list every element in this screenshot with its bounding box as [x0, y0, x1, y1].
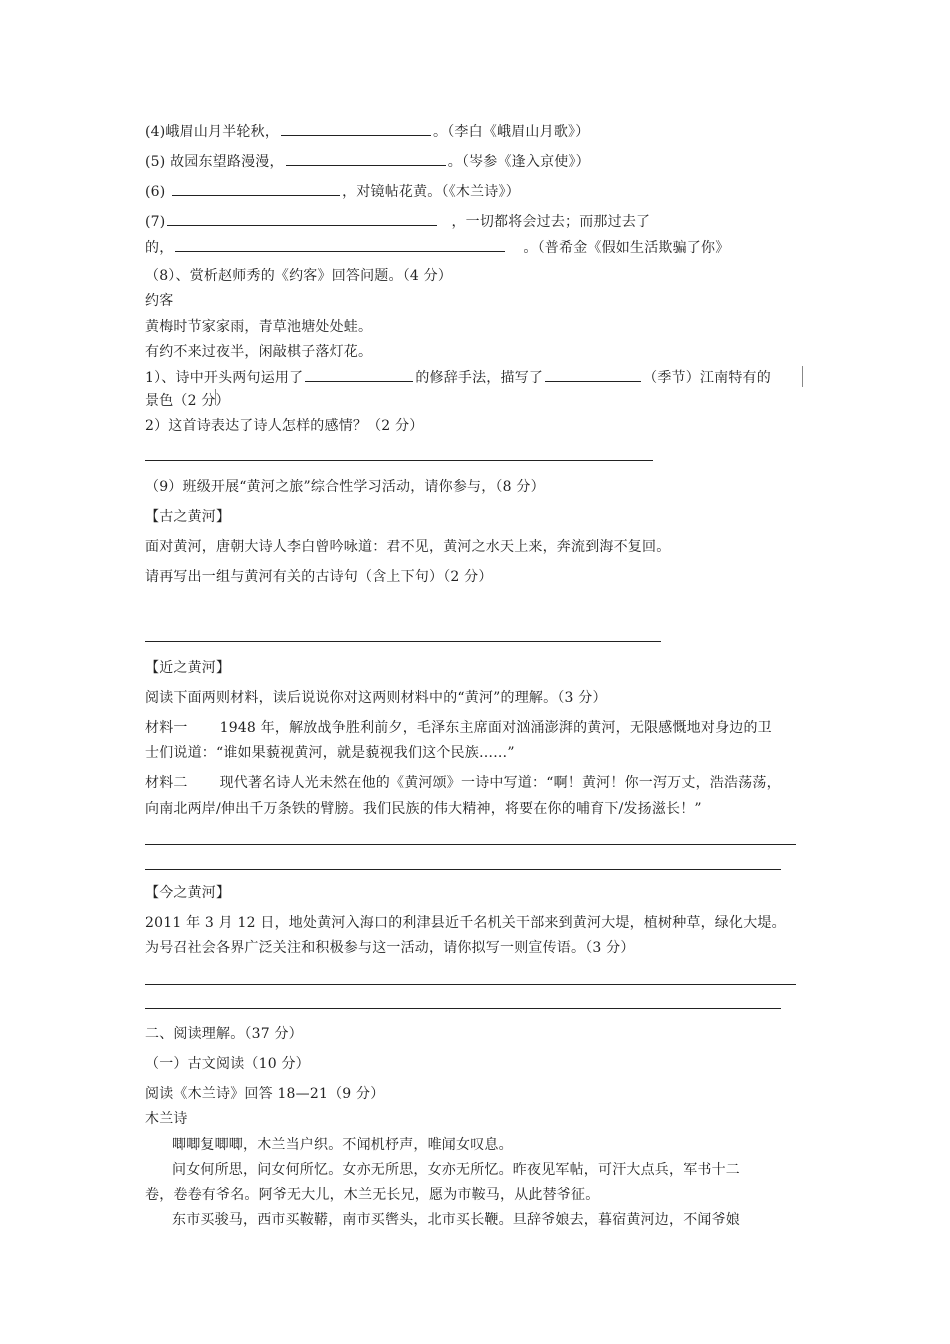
section-title: 二、阅读理解。（37 分）: [145, 1026, 303, 1042]
answer-line[interactable]: [145, 984, 796, 985]
question-text: 阅读下面两则材料，读后说说你对这两则材料中的“黄河”的理解。（3 分）: [145, 690, 607, 706]
poem-paragraph-cont: 卷，卷卷有爷名。阿爷无大儿，木兰无长兄，愿为市鞍马，从此替爷征。: [145, 1187, 600, 1203]
answer-line[interactable]: [145, 1008, 781, 1009]
material-1: [145, 719, 772, 737]
poem-line: 有约不来过夜半，闲敲棋子落灯花。: [145, 344, 373, 360]
question-4: [145, 121, 589, 141]
answer-blank[interactable]: [172, 181, 340, 196]
material-2-cont: 向南北两岸/伸出千万条铁的臂膀。我们民族的伟大精神，将要在你的哺育下/发扬滋长！”: [145, 801, 702, 817]
answer-blank[interactable]: [167, 211, 437, 226]
poem-line: 黄梅时节家家雨，青草池塘处处蛙。: [145, 319, 373, 335]
question-8-sub1: [145, 367, 771, 387]
material-text: 现代著名诗人光未然在他的《黄河颂》一诗中写道：“啊！黄河！你一泻万丈，浩浩荡荡，: [219, 775, 781, 791]
sub1-text: （季节）江南特有的: [643, 370, 771, 386]
poem-paragraph: 东市买骏马，西市买鞍鞯，南市买辔头，北市买长鞭。旦辞爷娘去，暮宿黄河边，不闻爷娘: [172, 1212, 740, 1228]
section-heading: 【古之黄河】: [145, 509, 231, 525]
question-8-sub2: 2）这首诗表达了诗人怎样的感情？（2 分）: [145, 418, 424, 434]
poem-title: 约客: [145, 293, 174, 309]
q7-prefix: (7): [145, 214, 166, 230]
section-heading: 【今之黄河】: [145, 885, 231, 901]
subsection-title: （一）古文阅读（10 分）: [145, 1056, 310, 1072]
question-text: 请再写出一组与黄河有关的古诗句（含上下句）（2 分）: [145, 569, 493, 585]
q4-suffix: 。（李白《峨眉山月歌》）: [433, 124, 590, 140]
question-6: [145, 181, 520, 201]
section-heading: 【近之黄河】: [145, 660, 231, 676]
question-7: [145, 211, 650, 231]
material-text: 1948 年，解放战争胜利前夕，毛泽东主席面对汹涌澎湃的黄河，无限感慨地对身边的卫: [219, 720, 772, 736]
answer-line[interactable]: [145, 869, 781, 870]
q6-prefix: (6): [145, 184, 171, 200]
question-text: 阅读《木兰诗》回答 18—21（9 分）: [145, 1086, 385, 1102]
material-label: 材料一: [145, 720, 188, 736]
q6-suffix: ，对镜帖花黄。（《木兰诗》）: [342, 184, 520, 200]
table-border: [802, 366, 803, 387]
answer-blank[interactable]: [545, 367, 641, 382]
answer-line[interactable]: [145, 641, 661, 642]
material-label: 材料二: [145, 775, 188, 791]
question-5: [145, 151, 590, 171]
answer-blank[interactable]: [281, 121, 431, 136]
table-border: [215, 389, 216, 405]
question-8-sub1-cont: 景色（2 分）: [145, 393, 230, 409]
q7-suffix: ，一切都将会过去；而那过去了: [451, 214, 651, 230]
answer-blank[interactable]: [305, 367, 413, 382]
paragraph: 2011 年 3 月 12 日，地处黄河入海口的利津县近千名机关干部来到黄河大堤，植树种草，绿化大堤。: [145, 915, 786, 931]
paragraph: 为号召社会各界广泛关注和积极参与这一活动，请你拟写一则宣传语。（3 分）: [145, 940, 635, 956]
question-8-title: （8）、赏析赵师秀的《约客》回答问题。（4 分）: [145, 268, 453, 284]
material-2: [145, 774, 781, 792]
sub1-text: 的修辞手法，描写了: [415, 370, 544, 386]
q4-prefix: (4)峨眉山月半轮秋，: [145, 124, 280, 140]
material-1-cont: 士们说道：“谁如果藐视黄河，就是藐视我们这个民族……”: [145, 745, 515, 761]
answer-blank[interactable]: [286, 151, 446, 166]
paragraph: 面对黄河，唐朝大诗人李白曾吟咏道：君不见，黄河之水天上来，奔流到海不复回。: [145, 539, 671, 555]
q5-prefix: (5) 故园东望路漫漫，: [145, 154, 284, 170]
q5-suffix: 。（岑参《逢入京使》）: [447, 154, 590, 170]
answer-line[interactable]: [145, 460, 653, 461]
sub1-text: 1）、诗中开头两句运用了: [145, 370, 304, 386]
q7-line2-suffix: 。（普希金《假如生活欺骗了你》: [523, 240, 730, 256]
q7-line2-prefix: 的，: [145, 240, 174, 256]
poem-paragraph: 问女何所思，问女何所忆。女亦无所思，女亦无所忆。昨夜见军帖，可汗大点兵，军书十二: [172, 1162, 740, 1178]
answer-blank[interactable]: [175, 237, 505, 252]
answer-line[interactable]: [145, 844, 796, 845]
question-7-line2: [145, 237, 729, 257]
question-9-title: （9）班级开展“黄河之旅”综合性学习活动，请你参与，（8 分）: [145, 479, 545, 495]
poem-title: 木兰诗: [145, 1111, 188, 1127]
poem-paragraph: 唧唧复唧唧，木兰当户织。不闻机杼声，唯闻女叹息。: [172, 1137, 513, 1153]
